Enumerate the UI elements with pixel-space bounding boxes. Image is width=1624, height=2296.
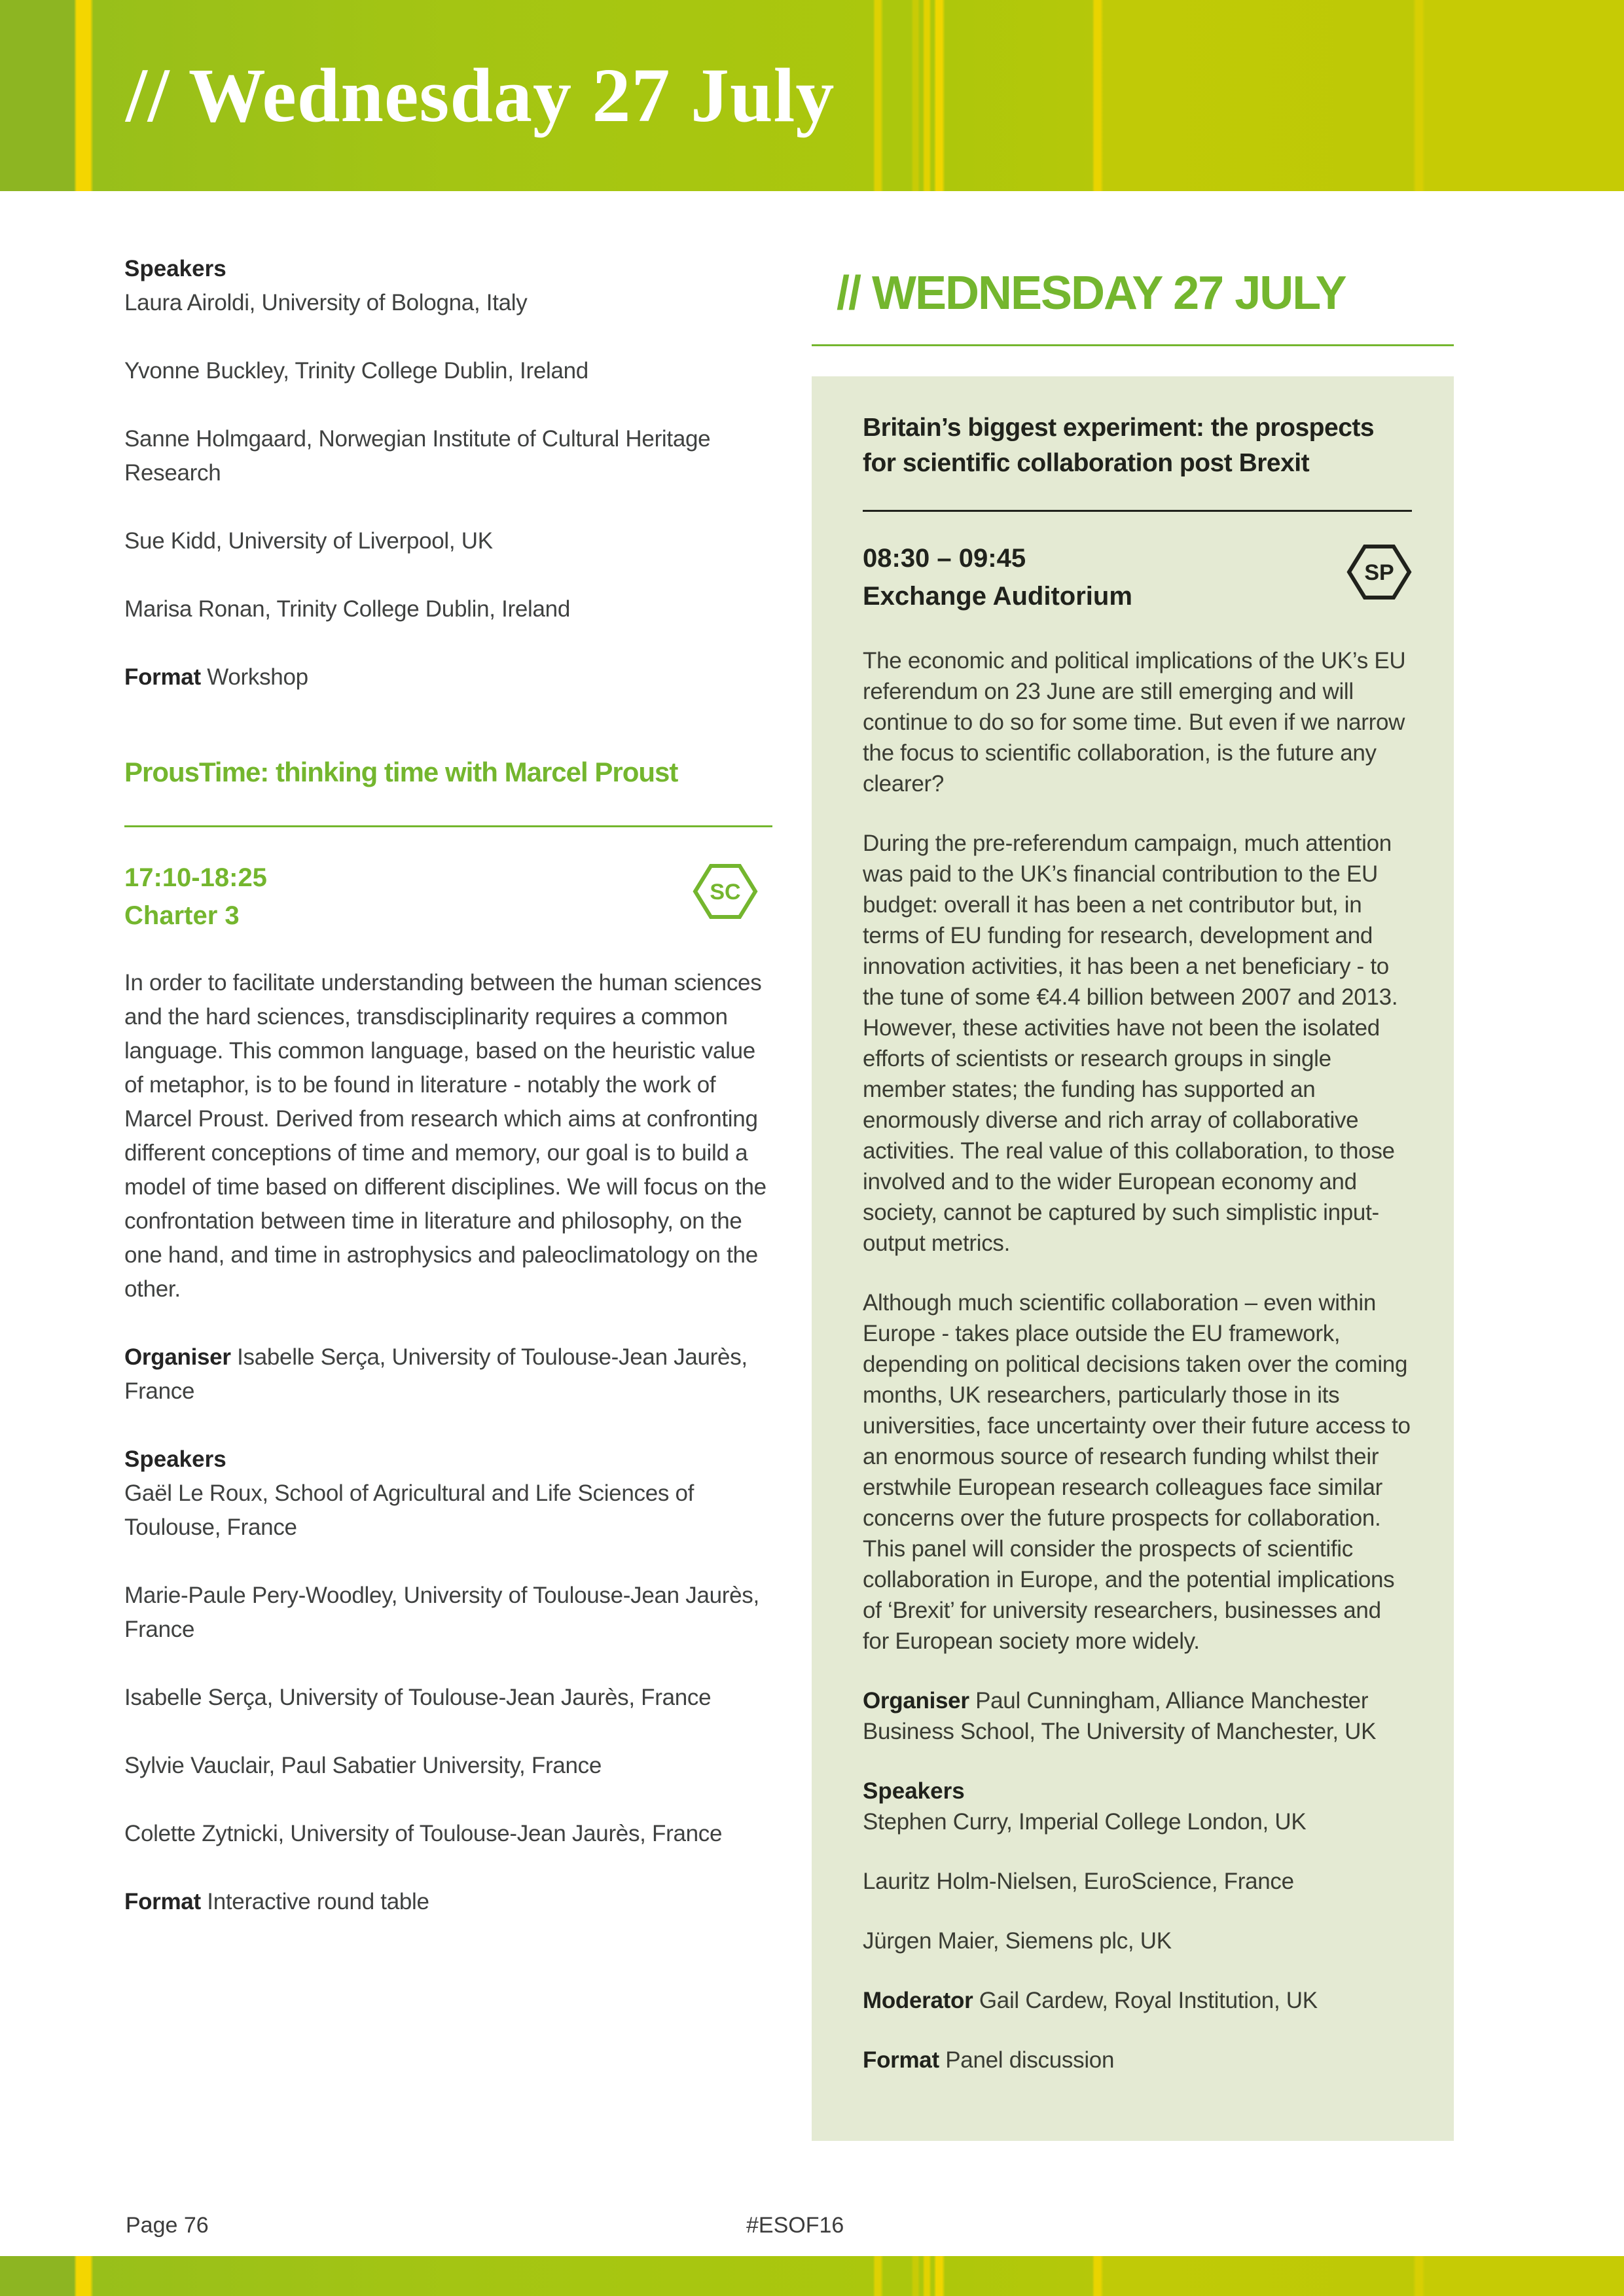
session-time: 08:30 – 09:45 xyxy=(863,544,1026,573)
right-column xyxy=(812,267,1454,2141)
event-hashtag: #ESOF16 xyxy=(746,2213,844,2238)
moderator-value: Gail Cardew, Royal Institution, UK xyxy=(979,1988,1318,2013)
session-paragraph: The economic and political implications of the UK’s EU referendum on 23 June are still emerging and will continue to do so for some time. But even if we narrow the focus to scientific collaboration, is the future any clearer? xyxy=(863,648,1406,797)
badge-letters: SP xyxy=(1364,560,1394,585)
format-label: Format xyxy=(863,2047,939,2073)
speaker-entry: Stephen Curry, Imperial College London, UK xyxy=(863,1809,1307,1835)
format-value: Workshop xyxy=(207,664,308,690)
sp-badge-icon xyxy=(1346,543,1412,601)
speaker-entry: Sanne Holmgaard, Norwegian Institute of Cultural Heritage Research xyxy=(124,426,711,486)
organiser-value: Paul Cunningham, Alliance Manchester Business School, The University of Manchester, UK xyxy=(863,1688,1377,1744)
moderator-line xyxy=(863,1985,1412,2016)
organiser-line xyxy=(124,1340,772,1408)
session-title: Britain’s biggest experiment: the prospects for scientific collaboration post Brexit xyxy=(863,414,1375,477)
speaker-entry: Gaël Le Roux, School of Agricultural and Life Sciences of Toulouse, France xyxy=(124,1480,695,1540)
organiser-label: Organiser xyxy=(124,1344,231,1370)
organiser-value: Isabelle Serça, University of Toulouse-Jean Jaurès, France xyxy=(124,1344,748,1404)
speaker-entry: Lauritz Holm-Nielsen, EuroScience, France xyxy=(863,1869,1294,1894)
speaker-entry: Isabelle Serça, University of Toulouse-Jean Jaurès, France xyxy=(124,1685,712,1710)
speaker-entry: Marie-Paule Pery-Woodley, University of Toulouse-Jean Jaurès, France xyxy=(124,1583,759,1642)
banner-title: // Wednesday 27 July xyxy=(126,52,835,138)
speaker-entry: Sue Kidd, University of Liverpool, UK xyxy=(124,528,493,554)
day-heading: // WEDNESDAY 27 JULY xyxy=(837,267,1346,319)
time-venue-row xyxy=(863,539,1412,615)
proustime-session xyxy=(124,755,772,1919)
time-venue xyxy=(863,539,1132,615)
speakers-label: Speakers xyxy=(124,1446,226,1472)
session-time: 17:10-18:25 xyxy=(124,863,267,892)
session-venue: Exchange Auditorium xyxy=(863,582,1132,611)
session-title: ProusTime: thinking time with Marcel Proust xyxy=(124,757,678,787)
speaker-entry: Sylvie Vauclair, Paul Sabatier University, France xyxy=(124,1753,602,1778)
session-venue: Charter 3 xyxy=(124,901,240,930)
speakers-label: Speakers xyxy=(863,1778,965,1804)
divider xyxy=(124,825,772,827)
brexit-session-box xyxy=(812,376,1454,2141)
session-paragraph: During the pre-referendum campaign, much attention was paid to the UK’s financial contribution to the EU budget: overall it has been a net contributor but, in terms of EU funding for research, development and innovation activities, it has been a net beneficiary - to the tune of some €4.4 billion between 2007 and 2013. However, these activities have not been the isolated efforts of scientists or research groups in single member states; the funding has supported an enormously diverse and rich array of collaborative activities. The real value of this collaboration, to those involved and to the wider European economy and society, cannot be captured by such simplistic input-output metrics. xyxy=(863,831,1398,1256)
format-label: Format xyxy=(124,664,201,690)
organiser-label: Organiser xyxy=(863,1688,969,1713)
format-value: Interactive round table xyxy=(207,1889,429,1914)
time-venue xyxy=(124,859,267,935)
divider xyxy=(863,510,1412,512)
moderator-label: Moderator xyxy=(863,1988,973,2013)
organiser-line xyxy=(863,1685,1412,1747)
format-line xyxy=(863,2045,1412,2075)
page-number: Page 76 xyxy=(126,2213,209,2238)
format-line xyxy=(124,660,772,694)
speaker-entry: Laura Airoldi, University of Bologna, Italy xyxy=(124,290,528,315)
format-value: Panel discussion xyxy=(945,2047,1115,2073)
time-venue-row xyxy=(124,859,772,935)
speaker-entry: Yvonne Buckley, Trinity College Dublin, Ireland xyxy=(124,358,588,384)
format-label: Format xyxy=(124,1889,201,1914)
speaker-entry: Colette Zytnicki, University of Toulouse-Jean Jaurès, France xyxy=(124,1821,723,1846)
badge-letters: SC xyxy=(710,880,741,905)
page-footer-bar xyxy=(0,2256,1624,2296)
session-paragraph: Although much scientific collaboration – even within Europe - takes place outside the EU framework, depending on political decisions taken over the coming months, UK researchers, particularly those in its universities, face uncertainty over their future access to an enormous source of research funding whilst their erstwhile European research colleagues face similar concerns over the future prospects for collaboration. This panel will consider the prospects of scientific collaboration in Europe, and the potential implications of ‘Brexit’ for university researchers, businesses and for European society more widely. xyxy=(863,1290,1411,1654)
speaker-entry: Marisa Ronan, Trinity College Dublin, Ireland xyxy=(124,596,570,622)
session-description: In order to facilitate understanding between the human sciences and the hard sciences, transdisciplinarity requires a common language. This common language, based on the heuristic value of metaphor, is to be found in literature - notably the work of Marcel Proust. Derived from research which aims at confronting different conceptions of time and memory, our goal is to build a model of time based on different disciplines. We will focus on the confrontation between time in literature and philosophy, on the one hand, and time in astrophysics and paleoclimatology on the other. xyxy=(124,970,767,1302)
speaker-entry: Jürgen Maier, Siemens plc, UK xyxy=(863,1928,1172,1954)
previous-session-details xyxy=(124,252,772,694)
left-column xyxy=(124,252,772,1919)
format-line xyxy=(124,1885,772,1919)
speakers-label: Speakers xyxy=(124,256,226,281)
divider xyxy=(812,344,1454,346)
sc-badge-icon xyxy=(693,863,758,920)
page-header-banner xyxy=(0,0,1624,191)
